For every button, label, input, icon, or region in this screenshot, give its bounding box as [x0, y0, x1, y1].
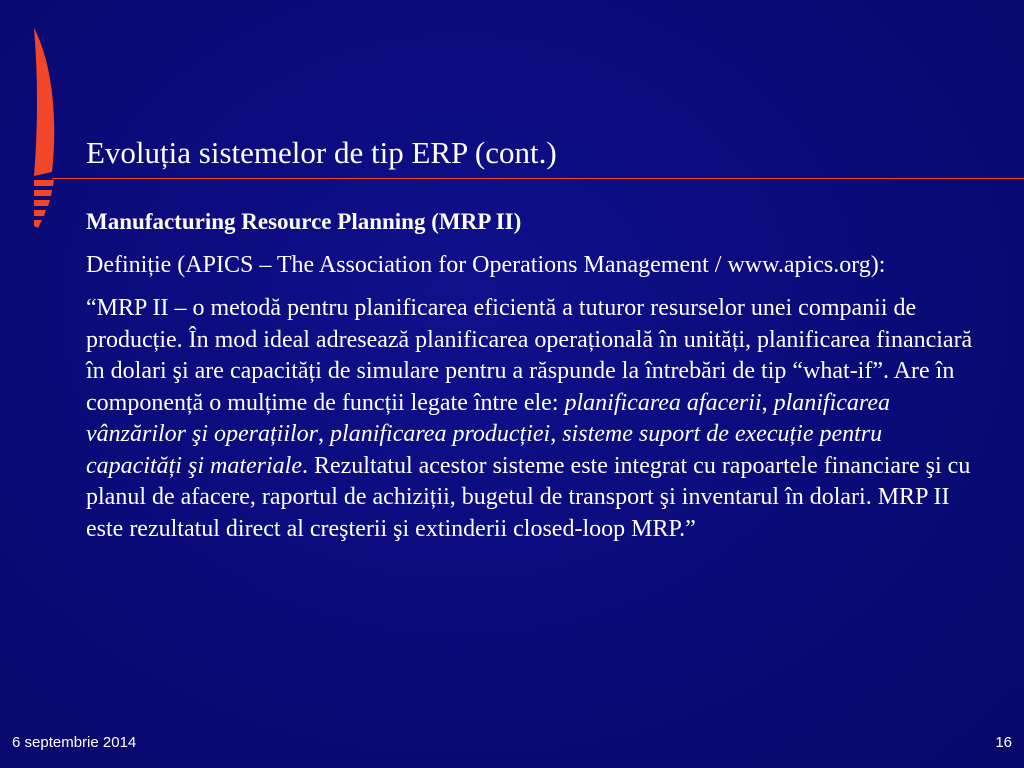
quote-separator: , — [761, 389, 774, 416]
quote-italic-production-planning: planificarea producției — [330, 421, 551, 447]
quote-italic-business-planning: planificarea afacerii — [564, 389, 762, 416]
definition-quote — [86, 293, 978, 545]
footer-date: 6 septembrie 2014 — [12, 734, 137, 751]
quote-separator: , — [550, 421, 563, 447]
title-underline — [52, 178, 1024, 179]
quote-separator: , — [318, 421, 331, 447]
quote-text-outro: . Rezultatul acestor sisteme este integrat cu rapoartele financiare şi cu planul de afacere, raportul de achiziții, bugetul de transport şi inventarul în dolari. MRP II este rezultatul direct al creşterii şi extinderii closed-loop MRP.” — [86, 452, 971, 542]
footer-page-number: 16 — [995, 734, 1012, 751]
decorative-swoosh-icon — [0, 0, 80, 240]
slide-title: Evoluția sistemelor de tip ERP (cont.) — [86, 135, 557, 170]
quote-italic-execution-support: sisteme suport de execuție pentru capacități şi materiale — [86, 421, 883, 479]
slide-body — [86, 206, 978, 557]
quote-text-intro: “MRP II – o metodă pentru planificarea eficientă a tuturor resurselor unei companii de producție. În mod ideal adresează planificarea operațională în unități, planificarea financiară în dolari şi are capacități de simulare pentru a răspunde la întrebări de tip “what-if”. Are în componență o mulțime de funcții legate între ele: — [86, 295, 973, 416]
quote-italic-sales-operations: planificarea vânzărilor şi operațiilor — [86, 389, 891, 447]
definition-line: Definiție (APICS – The Association for Operations Management / www.apics.org): — [86, 251, 886, 278]
subheading: Manufacturing Resource Planning (MRP II) — [86, 209, 522, 234]
